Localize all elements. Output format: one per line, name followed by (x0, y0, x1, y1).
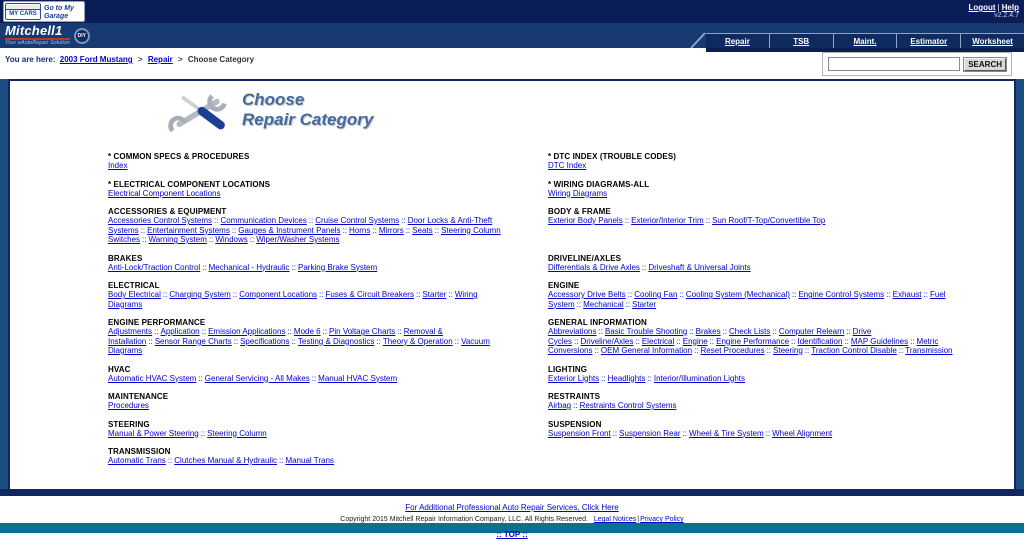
link-separator: :: (142, 235, 147, 244)
nav-tabs (706, 33, 1024, 48)
link-separator: :: (162, 290, 168, 299)
session-links (968, 3, 1019, 20)
tools-icon (168, 90, 230, 134)
link-separator: :: (625, 299, 631, 309)
link-separator: :: (576, 299, 582, 309)
category-link[interactable]: Cruise Control Systems (315, 216, 400, 225)
link-separator: :: (319, 290, 324, 299)
category-link[interactable]: Traction Control Disable (811, 346, 897, 355)
link-separator: :: (434, 225, 440, 235)
link-separator: :: (397, 327, 402, 336)
tab-diagonal-accent (690, 33, 706, 48)
category-heading: * DTC INDEX (TROUBLE CODES) (548, 152, 677, 161)
category-section (548, 420, 1002, 439)
category-heading: BODY & FRAME (548, 207, 611, 216)
breadcrumb (5, 55, 254, 64)
category-links (108, 429, 510, 439)
link-separator: :: (448, 290, 453, 299)
category-link[interactable]: Steering Column (207, 428, 267, 438)
category-row (108, 447, 1002, 466)
category-link[interactable]: Check Lists (729, 327, 771, 336)
category-row (108, 207, 1002, 245)
link-separator: :: (676, 336, 681, 346)
category-link[interactable]: Starter (422, 290, 447, 299)
category-link[interactable]: Seats (412, 225, 433, 235)
category-links (108, 189, 510, 199)
category-link[interactable]: General Servicing - All Makes (204, 373, 310, 383)
category-link[interactable]: Wiper/Washer Systems (256, 235, 340, 244)
search-panel (822, 52, 1012, 76)
category-links (108, 327, 510, 356)
link-separator: :: (679, 290, 684, 299)
footer-divider-bar (0, 489, 1024, 496)
category-section (548, 392, 1002, 411)
link-separator: :: (612, 428, 618, 438)
search-button[interactable]: SEARCH (964, 58, 1006, 71)
tab-estimator[interactable]: Estimator (896, 34, 960, 48)
mitchell1-logo: Mitchell1 (5, 24, 70, 40)
category-link[interactable]: Entertainment Systems (147, 225, 230, 235)
category-heading: DRIVELINE/AXLES (548, 253, 622, 263)
link-separator: :: (594, 346, 599, 355)
category-link[interactable]: Wiring Diagrams (548, 188, 608, 198)
link-separator: :: (454, 336, 460, 346)
category-heading: GENERAL INFORMATION (548, 318, 647, 327)
category-link[interactable]: Driveshaft & Universal Joints (648, 262, 751, 272)
category-links (548, 290, 962, 309)
category-link[interactable]: Removal & Installation (108, 327, 443, 346)
category-heading: RESTRAINTS (548, 392, 601, 401)
diy-badge: DIY (74, 28, 90, 44)
link-separator: :: (291, 336, 296, 346)
category-link[interactable]: Sensor Range Charts (154, 336, 232, 346)
category-link[interactable]: Clutches Manual & Hydraulic (174, 456, 277, 465)
category-link[interactable]: Suspension Front (548, 428, 611, 438)
tab-repair[interactable]: Repair (724, 36, 750, 46)
category-link[interactable]: Brakes (695, 327, 721, 336)
breadcrumb-prefix: You are here: (5, 55, 56, 64)
breadcrumb-row (0, 48, 1024, 79)
category-links (108, 401, 510, 411)
category-links (548, 401, 962, 411)
link-separator: :: (722, 327, 728, 336)
category-heading: MAINTENANCE (108, 392, 169, 401)
category-section (108, 152, 548, 171)
category-heading: ENGINE PERFORMANCE (108, 318, 206, 327)
footer-pipe: | (637, 516, 640, 523)
category-link[interactable]: Specifications (240, 336, 290, 346)
category-link[interactable]: Pin Voltage Charts (329, 327, 396, 336)
breadcrumb-repair-link[interactable]: Repair (147, 55, 173, 64)
category-link[interactable]: Drive Cycles (548, 327, 872, 346)
page-title-line1: Choose (242, 90, 305, 109)
tab-tsb[interactable]: TSB (769, 34, 833, 48)
category-heading: HVAC (108, 364, 131, 374)
category-section (548, 447, 1002, 466)
link-separator: :: (405, 225, 411, 235)
link-separator: :: (342, 225, 348, 235)
category-links (548, 189, 962, 199)
category-link[interactable]: Steering Column Switches (108, 225, 501, 244)
category-link[interactable]: Reset Procedures (700, 346, 765, 355)
category-section (108, 254, 548, 273)
brand-block (5, 24, 90, 47)
footer (0, 496, 1024, 539)
link-separator: :: (682, 428, 687, 438)
category-link[interactable]: Steering (773, 346, 803, 355)
category-section (108, 447, 548, 466)
category-links (108, 374, 510, 384)
category-link[interactable]: Manual HVAC System (318, 373, 398, 383)
category-links (548, 263, 962, 273)
category-link[interactable]: Differentials & Drive Axles (548, 262, 640, 272)
category-heading: ENGINE (548, 281, 580, 290)
link-separator: :: (804, 346, 810, 355)
category-link[interactable]: Vacuum Diagrams (108, 336, 490, 355)
link-separator: :: (772, 327, 777, 336)
category-link[interactable]: Fuses & Circuit Breakers (325, 290, 414, 299)
additional-services-link[interactable]: For Additional Professional Auto Repair Services, Click Here (405, 503, 619, 512)
top-utility-bar (0, 0, 1024, 23)
category-section (548, 365, 1002, 384)
link-separator: :: (844, 336, 849, 346)
links-pipe: | (997, 3, 1000, 12)
category-link[interactable]: Exterior/Interior Trim (631, 216, 704, 225)
category-link[interactable]: Accessories Control Systems (108, 216, 213, 225)
breadcrumb-vehicle-link[interactable]: 2003 Ford Mustang (59, 55, 133, 64)
back-to-top-link[interactable]: :: TOP :: (496, 530, 528, 539)
category-link[interactable]: Cooling Fan (634, 290, 678, 299)
category-link[interactable]: Mode 6 (293, 327, 321, 336)
category-link[interactable]: OEM General Information (600, 346, 693, 355)
category-link[interactable]: Airbag (548, 401, 572, 410)
link-separator: :: (694, 346, 699, 355)
go-to-my-garage-button[interactable] (3, 1, 85, 22)
category-link[interactable]: Wiring Diagrams (108, 290, 478, 309)
category-links (108, 456, 510, 466)
category-heading: ELECTRICAL (108, 281, 160, 290)
link-separator: :: (689, 327, 694, 336)
help-link[interactable]: Help (1001, 3, 1019, 12)
category-heading: * WIRING DIAGRAMS-ALL (548, 179, 650, 189)
category-row (108, 365, 1002, 384)
category-links (108, 161, 510, 171)
category-link[interactable]: Anti-Lock/Traction Control (108, 262, 201, 272)
link-separator: :: (208, 235, 214, 244)
category-link[interactable]: Fuel System (548, 290, 946, 309)
category-links (548, 374, 962, 384)
category-link[interactable]: Accessory Drive Belts (548, 290, 626, 299)
category-link[interactable]: Component Locations (239, 290, 318, 299)
link-separator: :: (635, 336, 640, 346)
category-link[interactable]: Adjustments (108, 327, 153, 336)
link-separator: :: (641, 262, 647, 272)
category-link[interactable]: Metric Conversions (548, 336, 939, 355)
category-link[interactable]: Restraints Control Systems (579, 401, 677, 410)
link-separator: :: (202, 262, 207, 272)
category-section (108, 365, 548, 384)
nav-tabs-wrap (690, 33, 1024, 48)
link-separator: :: (765, 428, 771, 438)
link-separator: :: (278, 456, 284, 465)
link-separator: :: (291, 262, 297, 272)
category-row (108, 152, 1002, 171)
link-separator: :: (376, 336, 381, 346)
link-separator: :: (232, 290, 238, 299)
category-row (108, 254, 1002, 273)
link-separator: :: (214, 216, 219, 225)
category-link[interactable]: Engine Performance (716, 336, 790, 346)
category-section (548, 318, 1002, 356)
link-separator: :: (624, 216, 630, 225)
link-separator: :: (167, 456, 173, 465)
category-link[interactable]: Engine Control Systems (798, 290, 885, 299)
link-separator: :: (574, 336, 579, 346)
privacy-policy-link[interactable]: Privacy Policy (640, 516, 684, 523)
category-heading: SUSPENSION (548, 419, 602, 429)
link-separator: :: (898, 346, 904, 355)
link-separator: :: (601, 373, 606, 383)
link-separator: :: (647, 373, 652, 383)
category-link[interactable]: Index (108, 161, 128, 170)
category-link[interactable]: Manual Trans (285, 456, 334, 465)
category-link[interactable]: Abbreviations (548, 327, 597, 336)
my-cars-label: MY CARS (9, 11, 37, 17)
category-section (108, 180, 548, 199)
legal-notices-link[interactable]: Legal Notices (593, 516, 637, 523)
category-link[interactable]: Door Locks & Anti-Theft Systems (108, 216, 493, 235)
link-separator: :: (311, 373, 317, 383)
category-link[interactable]: Warning System (148, 235, 207, 244)
category-row (108, 318, 1002, 356)
brand-tagline: Your eAutoRepair Solution (5, 40, 70, 46)
link-separator: :: (140, 225, 146, 235)
category-links (548, 327, 962, 356)
link-separator: :: (233, 336, 239, 346)
logout-link[interactable]: Logout (968, 3, 996, 12)
category-link[interactable]: Electrical Component Locations (108, 188, 221, 198)
breadcrumb-separator: > (177, 55, 183, 64)
category-section (108, 207, 548, 245)
link-separator: :: (709, 336, 715, 346)
category-heading: LIGHTING (548, 364, 588, 374)
category-section (548, 180, 1002, 199)
category-heading: * COMMON SPECS & PROCEDURES (108, 152, 250, 161)
category-heading: * ELECTRICAL COMPONENT LOCATIONS (108, 179, 271, 189)
brand-bar (0, 23, 1024, 48)
category-link[interactable]: Cooling System (Mechanical) (685, 290, 790, 299)
link-separator: :: (249, 235, 255, 244)
category-link[interactable]: Procedures (108, 401, 149, 410)
link-separator: :: (201, 327, 207, 336)
category-link[interactable]: Horns (349, 225, 371, 235)
link-separator: :: (910, 336, 915, 346)
category-row (108, 281, 1002, 309)
category-link[interactable]: Theory & Operation (382, 336, 453, 346)
tab-worksheet[interactable]: Worksheet (960, 34, 1024, 48)
category-link[interactable]: Body Electrical (108, 290, 161, 299)
app-version: v2.2.4.7 (994, 12, 1019, 19)
category-link[interactable]: Computer Relearn (778, 327, 845, 336)
link-separator: :: (627, 290, 633, 299)
link-separator: :: (791, 336, 796, 346)
category-link[interactable]: Gauges & Instrument Panels (238, 225, 341, 235)
category-link[interactable]: Wheel Alignment (772, 428, 833, 438)
category-link[interactable]: Exterior Body Panels (548, 216, 623, 225)
category-link[interactable]: Driveline/Axles (580, 336, 634, 346)
breadcrumb-separator: > (137, 55, 143, 64)
link-separator: :: (886, 290, 891, 299)
copyright-text: Copyright 2015 Mitchell Repair Information Company, LLC. All Rights Reserved. (340, 516, 589, 523)
link-separator: :: (372, 225, 377, 235)
category-link[interactable]: Sun Roof/T-Top/Convertible Top (712, 216, 826, 225)
link-separator: :: (923, 290, 928, 299)
link-separator: :: (401, 216, 406, 225)
category-section (548, 207, 1002, 245)
category-section (108, 392, 548, 411)
link-separator: :: (200, 428, 206, 438)
link-separator: :: (846, 327, 851, 336)
tab-maint[interactable]: Maint. (833, 34, 897, 48)
category-row (108, 180, 1002, 199)
garage-button-label: Go to My Garage (44, 5, 74, 20)
category-section (548, 281, 1002, 309)
category-link[interactable]: Exhaust (892, 290, 922, 299)
category-heading: TRANSMISSION (108, 447, 171, 456)
category-heading: BRAKES (108, 253, 143, 263)
category-link[interactable]: Application (160, 327, 200, 336)
category-links (548, 216, 962, 226)
link-separator: :: (231, 225, 237, 235)
category-link[interactable]: Mirrors (378, 225, 404, 235)
category-row (108, 392, 1002, 411)
category-section (548, 152, 1002, 171)
content-box (8, 79, 1016, 489)
category-links (108, 216, 510, 245)
category-links (108, 263, 510, 273)
link-separator: :: (766, 346, 772, 355)
category-link[interactable]: Exterior Lights (548, 373, 600, 383)
link-separator: :: (287, 327, 292, 336)
category-link[interactable]: DTC Index (548, 161, 587, 170)
link-separator: :: (154, 327, 159, 336)
category-heading: ACCESSORIES & EQUIPMENT (108, 207, 227, 216)
category-link[interactable]: Automatic Trans (108, 456, 166, 465)
category-link[interactable]: Charging System (169, 290, 231, 299)
link-separator: :: (573, 401, 578, 410)
category-link[interactable]: Suspension Rear (619, 428, 681, 438)
category-rows (108, 152, 1002, 466)
category-link[interactable]: Communication Devices (220, 216, 307, 225)
category-links (548, 161, 962, 171)
category-link[interactable]: Headlights (607, 373, 646, 383)
category-link[interactable]: Windows (215, 235, 248, 244)
category-heading: STEERING (108, 419, 150, 429)
category-section (108, 281, 548, 309)
category-link[interactable]: Wheel & Tire System (688, 428, 764, 438)
link-separator: :: (705, 216, 711, 225)
link-separator: :: (415, 290, 421, 299)
breadcrumb-current: Choose Category (187, 55, 255, 64)
page-header (168, 90, 1014, 134)
link-separator: :: (148, 336, 153, 346)
category-link[interactable]: Identification (797, 336, 843, 346)
category-link[interactable]: Engine (682, 336, 708, 346)
link-separator: :: (322, 327, 328, 336)
license-plate-icon (5, 3, 41, 20)
category-link[interactable]: Testing & Diagnostics (297, 336, 375, 346)
category-link[interactable]: Interior/Illumination Lights (653, 373, 746, 383)
category-section (108, 420, 548, 439)
category-link[interactable]: Mechanical (583, 299, 624, 309)
category-link[interactable]: Transmission (905, 346, 953, 355)
link-separator: :: (791, 290, 797, 299)
search-input[interactable] (828, 57, 960, 71)
page-title-line2: Repair Category (242, 110, 374, 129)
category-link[interactable]: Automatic HVAC System (108, 373, 197, 383)
category-links (108, 290, 510, 309)
category-section (108, 318, 548, 356)
category-row (108, 420, 1002, 439)
category-link[interactable]: Basic Trouble Shooting (604, 327, 688, 336)
category-link[interactable]: Electrical (641, 336, 675, 346)
category-link[interactable]: Parking Brake System (298, 262, 378, 272)
category-link[interactable]: Manual & Power Steering (108, 428, 199, 438)
link-separator: :: (598, 327, 603, 336)
category-link[interactable]: Starter (632, 299, 657, 309)
page-title (242, 90, 373, 130)
category-link[interactable]: MAP Guidelines (850, 336, 909, 346)
category-links (548, 429, 962, 439)
category-link[interactable]: Mechanical - Hydraulic (208, 262, 290, 272)
link-separator: :: (198, 373, 203, 383)
main-background (0, 79, 1024, 489)
category-section (548, 254, 1002, 273)
category-link[interactable]: Emission Applications (208, 327, 286, 336)
link-separator: :: (308, 216, 314, 225)
